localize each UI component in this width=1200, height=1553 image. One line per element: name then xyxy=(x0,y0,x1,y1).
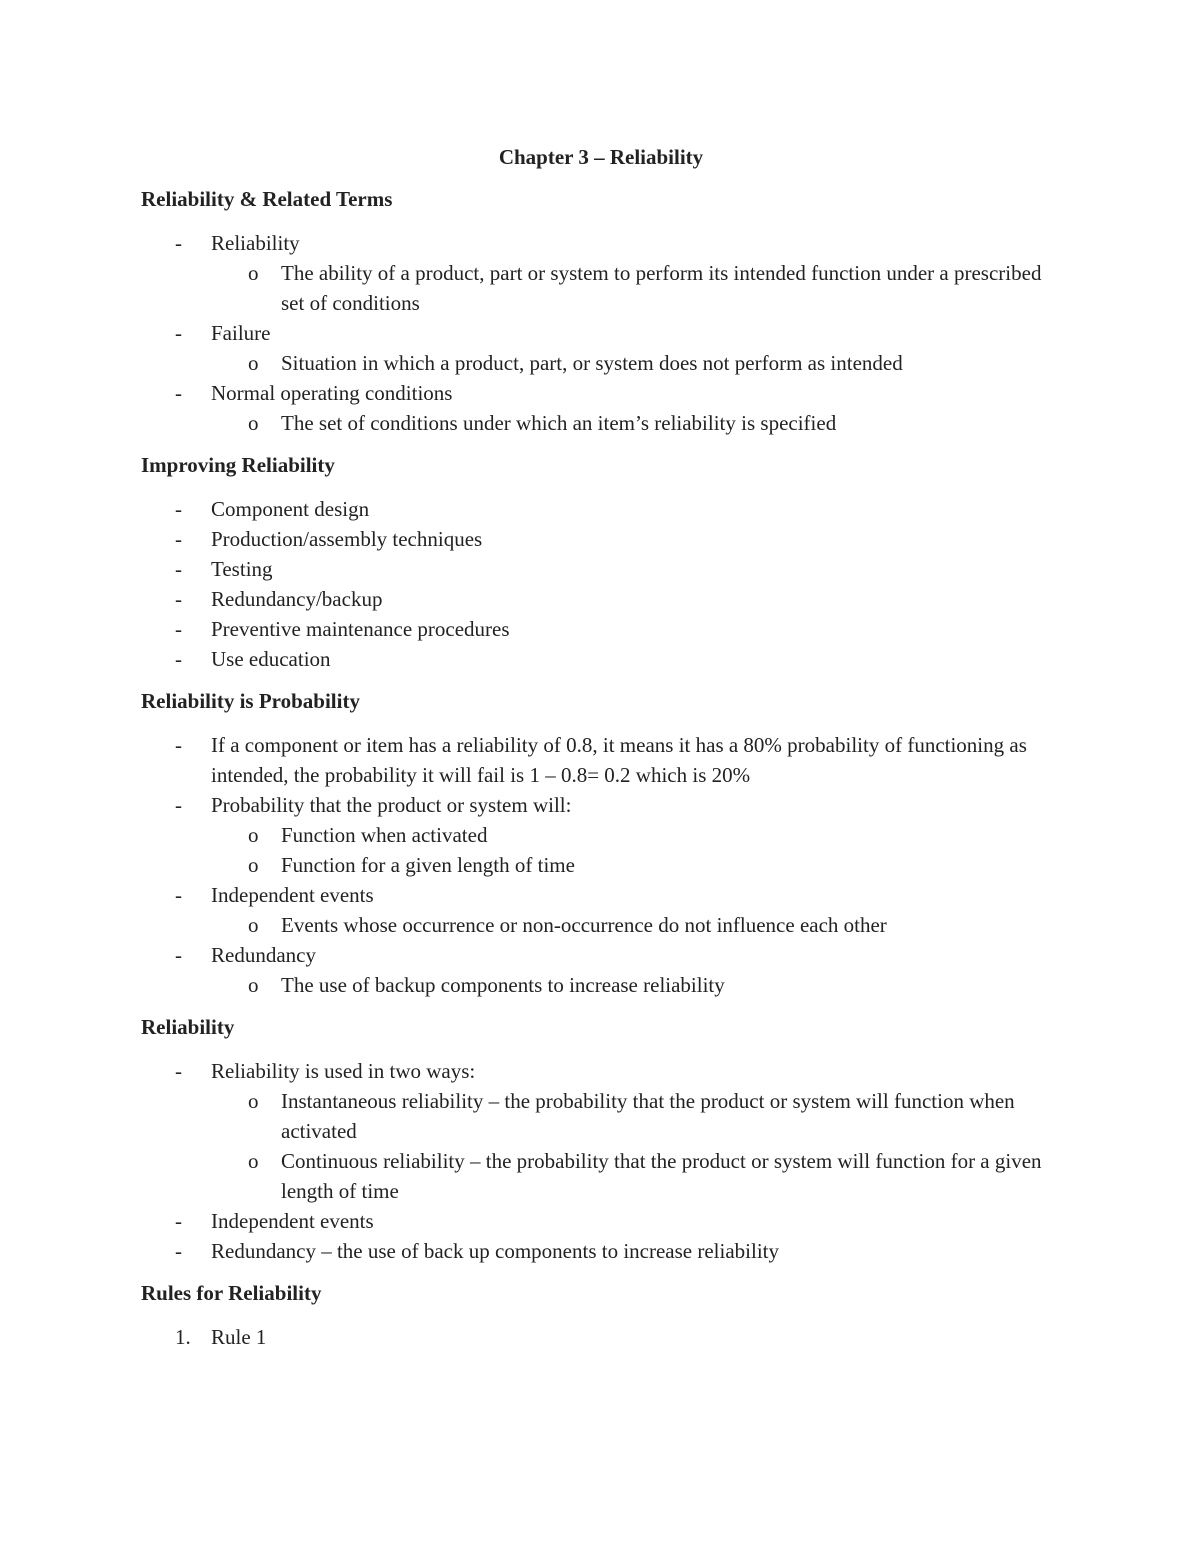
list-item xyxy=(141,494,1061,524)
dash-bullet: - xyxy=(175,527,182,551)
dash-bullet: - xyxy=(175,883,182,907)
dash-bullet: - xyxy=(175,497,182,521)
sub-list xyxy=(211,910,1061,940)
numbered-list xyxy=(141,1322,1061,1352)
sub-list-item xyxy=(211,850,1061,880)
sub-list-item xyxy=(211,348,1061,378)
list-item xyxy=(141,554,1061,584)
sub-list-item-text: The ability of a product, part or system to perform its intended function under a prescribed set of conditions xyxy=(281,261,1042,315)
list-item xyxy=(141,1206,1061,1236)
list-item xyxy=(141,614,1061,644)
sub-list xyxy=(211,820,1061,880)
list-item-text: Independent events xyxy=(211,883,374,907)
bullet-list xyxy=(141,494,1061,674)
list-item xyxy=(141,228,1061,318)
list-item-text: Preventive maintenance procedures xyxy=(211,617,510,641)
sub-list-item-text: Instantaneous reliability – the probability that the product or system will function when activated xyxy=(281,1089,1015,1143)
dash-bullet: - xyxy=(175,557,182,581)
sub-list-item-text: Situation in which a product, part, or system does not perform as intended xyxy=(281,351,903,375)
section xyxy=(141,1278,1061,1352)
dash-bullet: - xyxy=(175,733,182,757)
sub-list-item xyxy=(211,820,1061,850)
sub-list-item xyxy=(211,258,1061,318)
sub-list xyxy=(211,348,1061,378)
circle-bullet: o xyxy=(248,261,259,285)
list-item xyxy=(141,524,1061,554)
dash-bullet: - xyxy=(175,793,182,817)
section xyxy=(141,686,1061,1000)
sub-list-item-text: The set of conditions under which an item’s reliability is specified xyxy=(281,411,837,435)
list-item xyxy=(141,730,1061,790)
list-item-text: Production/assembly techniques xyxy=(211,527,483,551)
dash-bullet: - xyxy=(175,1059,182,1083)
section-heading: Reliability is Probability xyxy=(141,689,360,713)
list-item xyxy=(141,378,1061,438)
list-item-text: Reliability xyxy=(211,231,300,255)
dash-bullet: - xyxy=(175,381,182,405)
list-item xyxy=(141,644,1061,674)
list-item-text: Normal operating conditions xyxy=(211,381,453,405)
list-item-text: Testing xyxy=(211,557,273,581)
list-item-text: Rule 1 xyxy=(211,1325,267,1349)
document-body xyxy=(141,140,1061,1352)
sub-list xyxy=(211,408,1061,438)
list-item-text: Redundancy xyxy=(211,943,316,967)
list-item-text: If a component or item has a reliability of 0.8, it means it has a 80% probability of functioning as intended, the probability it will fail is 1 – 0.8= 0.2 which is 20% xyxy=(211,733,1027,787)
dash-bullet: - xyxy=(175,943,182,967)
sub-list-item-text: Function when activated xyxy=(281,823,488,847)
sub-list-item-text: Events whose occurrence or non-occurrence do not influence each other xyxy=(281,913,887,937)
dash-bullet: - xyxy=(175,231,182,255)
bullet-list xyxy=(141,1056,1061,1266)
section xyxy=(141,1012,1061,1266)
list-item-text: Probability that the product or system will: xyxy=(211,793,572,817)
dash-bullet: - xyxy=(175,647,182,671)
list-item-text: Use education xyxy=(211,647,331,671)
list-item-text: Independent events xyxy=(211,1209,374,1233)
list-item xyxy=(141,318,1061,378)
circle-bullet: o xyxy=(248,1089,259,1113)
section-heading: Reliability & Related Terms xyxy=(141,187,393,211)
list-item xyxy=(141,940,1061,1000)
bullet-list xyxy=(141,730,1061,1000)
sub-list-item xyxy=(211,910,1061,940)
sub-list-item-text: Function for a given length of time xyxy=(281,853,575,877)
circle-bullet: o xyxy=(248,351,259,375)
circle-bullet: o xyxy=(248,411,259,435)
section-heading: Reliability xyxy=(141,1015,235,1039)
sub-list-item-text: Continuous reliability – the probability that the product or system will function for a given length of time xyxy=(281,1149,1042,1203)
sub-list xyxy=(211,1086,1061,1206)
list-item xyxy=(141,880,1061,940)
bullet-list xyxy=(141,228,1061,438)
sub-list xyxy=(211,970,1061,1000)
circle-bullet: o xyxy=(248,853,259,877)
sub-list-item xyxy=(211,1146,1061,1206)
dash-bullet: - xyxy=(175,1209,182,1233)
circle-bullet: o xyxy=(248,913,259,937)
section xyxy=(141,450,1061,674)
dash-bullet: - xyxy=(175,321,182,345)
section-heading: Rules for Reliability xyxy=(141,1281,322,1305)
sub-list-item xyxy=(211,1086,1061,1146)
circle-bullet: o xyxy=(248,823,259,847)
dash-bullet: - xyxy=(175,1239,182,1263)
page-title: Chapter 3 – Reliability xyxy=(498,145,704,169)
sub-list xyxy=(211,258,1061,318)
circle-bullet: o xyxy=(248,1149,259,1173)
section xyxy=(141,184,1061,438)
dash-bullet: - xyxy=(175,587,182,611)
circle-bullet: o xyxy=(248,973,259,997)
list-item-text: Reliability is used in two ways: xyxy=(211,1059,476,1083)
sub-list-item-text: The use of backup components to increase reliability xyxy=(281,973,725,997)
list-item-text: Failure xyxy=(211,321,271,345)
dash-bullet: - xyxy=(175,617,182,641)
list-item-text: Redundancy/backup xyxy=(211,587,383,611)
list-item-text: Component design xyxy=(211,497,370,521)
sub-list-item xyxy=(211,408,1061,438)
sub-list-item xyxy=(211,970,1061,1000)
list-item-text: Redundancy – the use of back up components to increase reliability xyxy=(211,1239,779,1263)
list-item xyxy=(141,1236,1061,1266)
list-item xyxy=(141,790,1061,880)
number-marker: 1. xyxy=(175,1325,191,1349)
list-item xyxy=(141,1056,1061,1206)
list-item xyxy=(141,1322,1061,1352)
section-heading: Improving Reliability xyxy=(141,453,335,477)
list-item xyxy=(141,584,1061,614)
